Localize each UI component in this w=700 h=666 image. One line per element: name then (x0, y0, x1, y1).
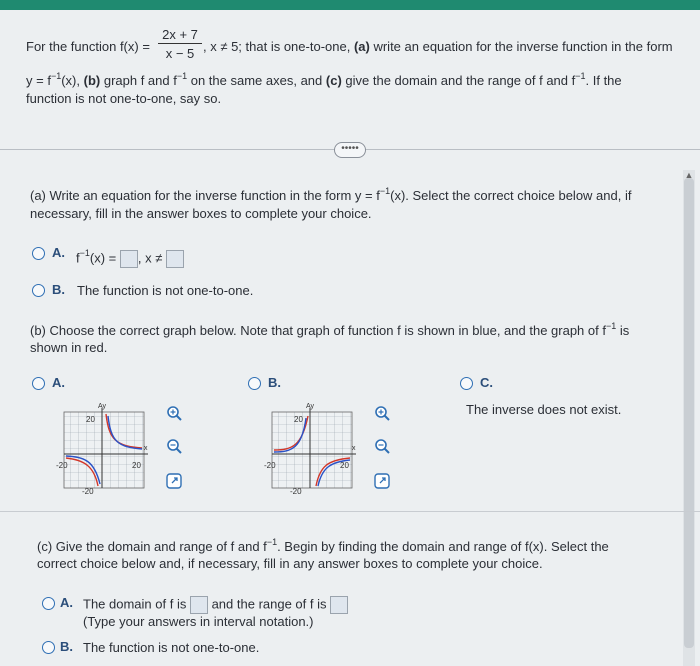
graph-a-zoom-out-icon[interactable] (166, 438, 182, 454)
part-a-option-a-radio[interactable] (32, 247, 45, 260)
part-c-option-b-text: The function is not one-to-one. (83, 640, 260, 655)
graph-a-grid (64, 412, 144, 488)
graph-b-zoom-in-icon[interactable] (374, 405, 390, 421)
part-b-prompt-line2: shown in red. (30, 340, 108, 355)
graph-b-x-label: x (352, 445, 356, 452)
part-b-option-c-text: The inverse does not exist. (466, 402, 622, 417)
part-c-option-a-radio[interactable] (42, 597, 55, 610)
scroll-up-arrow[interactable]: ▲ (684, 170, 694, 180)
part-a-prompt-line2: necessary, fill in the answer boxes to complete your choice. (30, 206, 372, 221)
graph-a-tick-x-neg: -20 (56, 461, 68, 470)
graph-a (54, 400, 158, 496)
range-input[interactable] (330, 596, 348, 614)
graph-b-tick-y-pos: 20 (294, 415, 303, 424)
expand-more-button[interactable]: ••••• (334, 142, 366, 158)
graph-a-x-label: x (144, 445, 148, 452)
part-c-prompt-line1: (c) Give the domain and range of f and $f^{-1}$. Begin by finding the domain and range of f(x). Select the (37, 537, 609, 554)
part-c-option-b-letter: B. (60, 639, 73, 654)
graph-b-tick-y-neg: -20 (290, 487, 302, 496)
part-c-option-a-hint: (Type your answers in interval notation.) (83, 614, 314, 629)
graph-b (262, 400, 366, 496)
graph-a-zoom-in-icon[interactable] (166, 405, 182, 421)
part-c-option-b-radio[interactable] (42, 641, 55, 654)
part-a-option-b-radio[interactable] (32, 284, 45, 297)
part-b-option-a-radio[interactable] (32, 377, 45, 390)
scrollbar-thumb[interactable] (684, 178, 694, 648)
domain-input[interactable] (190, 596, 208, 614)
question-line3: function is not one-to-one, say so. (26, 91, 222, 106)
graph-b-zoom-out-icon[interactable] (374, 438, 390, 454)
part-c-option-a-letter: A. (60, 595, 73, 610)
graph-b-y-label: Ay (306, 403, 315, 410)
part-b-option-c-letter: C. (480, 375, 493, 390)
part-a-prompt-line1: (a) Write an equation for the inverse function in the form $y = f^{-1}(x)$. Select the correct choice below and, if (30, 186, 632, 203)
part-a-option-a-letter: A. (52, 245, 65, 260)
top-bar (0, 0, 700, 10)
part-b-option-b-letter: B. (268, 375, 281, 390)
inverse-excluded-value-input[interactable] (166, 250, 184, 268)
inverse-expression-input[interactable] (120, 250, 138, 268)
graph-a-tick-x-pos: 20 (132, 461, 141, 470)
fraction-numerator: 2x + 7 (162, 27, 198, 42)
part-a-option-b-letter: B. (52, 282, 65, 297)
part-c-prompt-line2: correct choice below and, if necessary, fill in any answer boxes to complete your choice. (37, 556, 543, 571)
part-b-divider (0, 511, 700, 512)
graph-b-tick-x-neg: -20 (264, 461, 276, 470)
fraction-denominator: x − 5 (165, 46, 195, 61)
part-b-option-c-radio[interactable] (460, 377, 473, 390)
graph-a-y-label: Ay (98, 403, 107, 410)
graph-a-tick-y-neg: -20 (82, 487, 94, 496)
part-c-option-a-text: The domain of f is and the range of f is (83, 596, 348, 614)
graph-a-tick-y-pos: 20 (86, 415, 95, 424)
part-b-option-b-radio[interactable] (248, 377, 261, 390)
part-b-prompt-line1: (b) Choose the correct graph below. Note that graph of function f is shown in blue, and the graph of $f^{-1}$ is (30, 321, 630, 338)
graph-b-grid (272, 412, 352, 488)
part-a-option-a-text: $f^{-1}(x)$ = , x ≠ (76, 250, 184, 268)
part-b-option-a-letter: A. (52, 375, 65, 390)
question-lead: For the function f(x) = (26, 39, 150, 54)
question-line2: $y = f^{-1}(x)$, (b) graph f and $f^{-1}$ on the same axes, and (c) give the domain and the range of f and $f^{-1}$. If the (26, 71, 622, 88)
graph-b-tick-x-pos: 20 (340, 461, 349, 470)
fraction-bar (158, 43, 202, 44)
graph-b-open-new-window-icon[interactable] (374, 473, 390, 489)
graph-a-open-new-window-icon[interactable] (166, 473, 182, 489)
question-line1: , x ≠ 5; that is one-to-one, (a) write an equation for the inverse function in the form (203, 39, 673, 54)
part-a-option-b-text: The function is not one-to-one. (77, 283, 254, 298)
